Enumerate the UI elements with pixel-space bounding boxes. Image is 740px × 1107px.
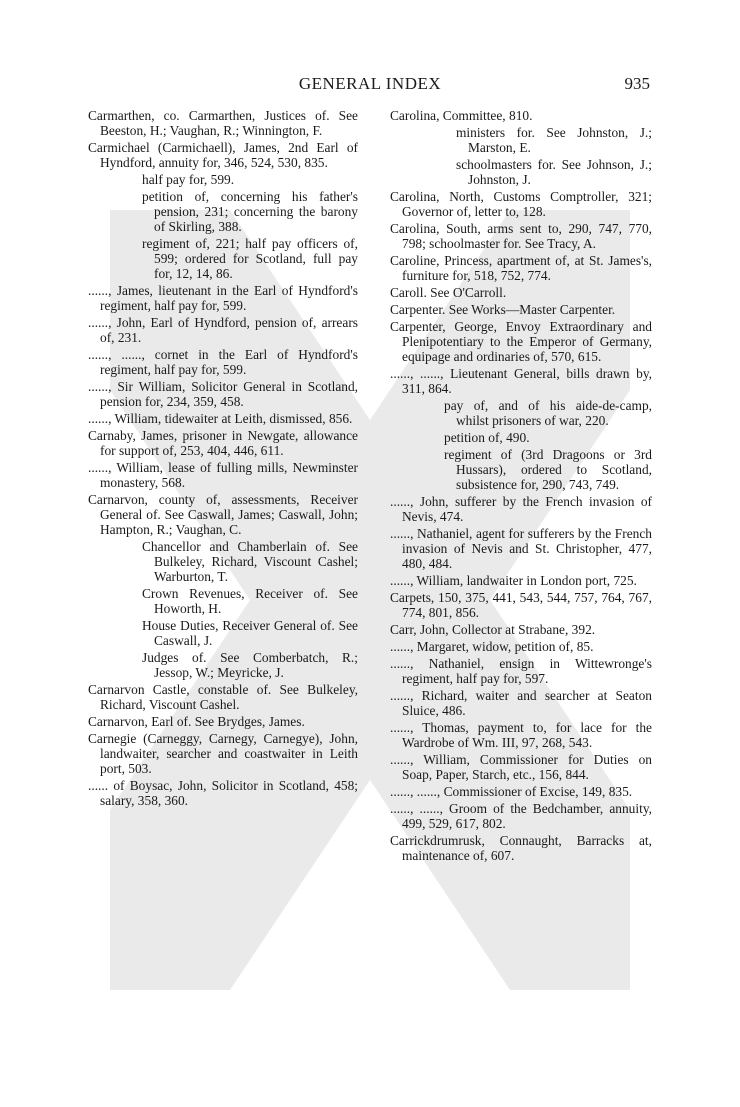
index-subentry: pay of, and of his aide-de-camp, whilst prisoners of war, 220.	[444, 398, 652, 428]
index-entry: ......, William, Commissioner for Duties on Soap, Paper, Starch, etc., 156, 844.	[390, 752, 652, 782]
index-entry: ......, James, lieutenant in the Earl of Hyndford's regiment, half pay for, 599.	[88, 283, 358, 313]
index-entry: Carr, John, Collector at Strabane, 392.	[390, 622, 596, 637]
index-entry: Carolina, North, Customs Comptroller, 321; Governor of, letter to, 128.	[390, 189, 652, 219]
index-entry: ......, ......, Commissioner of Excise, 149, 835.	[390, 784, 633, 799]
index-entry: ......, Sir William, Solicitor General in Scotland, pension for, 234, 359, 458.	[88, 379, 358, 409]
index-entry: Carrickdrumrusk, Connaught, Barracks at, maintenance of, 607.	[390, 833, 652, 863]
index-entry: ......, ......, Lieutenant General, bills drawn by, 311, 864.	[390, 366, 652, 396]
index-subentry: regiment of (3rd Dragoons or 3rd Hussars), ordered to Scotland, subsistence for, 290, 743, 749.	[444, 447, 652, 492]
index-subentry: regiment of, 221; half pay officers of, 599; ordered for Scotland, full pay for, 12, 14, 86.	[142, 236, 358, 281]
index-entry: Carolina, Committee, 810.	[390, 108, 533, 123]
index-subentry: ministers for. See Johnston, J.; Marston, E.	[456, 125, 652, 155]
index-subentry: Judges of. See Comberbatch, R.; Jessop, W.; Meyricke, J.	[142, 650, 358, 680]
index-entry: ......, Thomas, payment to, for lace for the Wardrobe of Wm. III, 97, 268, 543.	[390, 720, 652, 750]
index-column-right	[390, 108, 652, 865]
index-entry: ......, Nathaniel, agent for sufferers by the French invasion of Nevis and St. Christopher, 477, 480, 484.	[390, 526, 652, 571]
index-subentry: Crown Revenues, Receiver of. See Howorth, H.	[142, 586, 358, 616]
index-entry: Carpenter. See Works—Master Carpenter.	[390, 302, 616, 317]
index-entry: Caroline, Princess, apartment of, at St. James's, furniture for, 518, 752, 774.	[390, 253, 652, 283]
index-entry: Carnarvon, county of, assessments, Receiver General of. See Caswall, James; Caswall, John; Hampton, R.; Vaughan, C.	[88, 492, 358, 537]
page-title: GENERAL INDEX	[298, 74, 442, 93]
index-entry: Carmarthen, co. Carmarthen, Justices of. See Beeston, H.; Vaughan, R.; Winnington, F.	[88, 108, 358, 138]
index-entry: ...... of Boysac, John, Solicitor in Scotland, 458; salary, 358, 360.	[88, 778, 358, 808]
index-subentry: House Duties, Receiver General of. See Caswall, J.	[142, 618, 358, 648]
index-entry: Carnaby, James, prisoner in Newgate, allowance for support of, 253, 404, 446, 611.	[88, 428, 358, 458]
index-entry: ......, ......, Groom of the Bedchamber, annuity, 499, 529, 617, 802.	[390, 801, 652, 831]
index-entry: Carpenter, George, Envoy Extraordinary and Plenipotentiary to the Emperor of Germany, equipage and ordinaries of, 570, 615.	[390, 319, 652, 364]
page-number: 935	[624, 74, 650, 93]
index-entry: Caroll. See O'Carroll.	[390, 285, 507, 300]
index-subentry: petition of, 490.	[444, 430, 530, 445]
index-subentry: petition of, concerning his father's pension, 231; concerning the barony of Skirling, 388.	[142, 189, 358, 234]
index-subentry: half pay for, 599.	[142, 172, 235, 187]
index-entry: Carnarvon, Earl of. See Brydges, James.	[88, 714, 305, 729]
index-entry: ......, William, lease of fulling mills, Newminster monastery, 568.	[88, 460, 358, 490]
index-entry: Carnegie (Carneggy, Carnegy, Carnegye), John, landwaiter, searcher and coastwaiter in Leith port, 503.	[88, 731, 358, 776]
index-entry: ......, John, Earl of Hyndford, pension of, arrears of, 231.	[88, 315, 358, 345]
index-column-left	[88, 108, 358, 810]
index-entry: ......, Nathaniel, ensign in Wittewronge's regiment, half pay for, 597.	[390, 656, 652, 686]
index-entry: ......, John, sufferer by the French invasion of Nevis, 474.	[390, 494, 652, 524]
index-entry: ......, William, tidewaiter at Leith, dismissed, 856.	[88, 411, 353, 426]
index-entry: ......, William, landwaiter in London port, 725.	[390, 573, 637, 588]
index-subentry: schoolmasters for. See Johnson, J.; Johnston, J.	[456, 157, 652, 187]
index-entry: Carolina, South, arms sent to, 290, 747, 770, 798; schoolmaster for. See Tracy, A.	[390, 221, 652, 251]
index-entry: Carpets, 150, 375, 441, 543, 544, 757, 764, 767, 774, 801, 856.	[390, 590, 652, 620]
index-entry: ......, Margaret, widow, petition of, 85.	[390, 639, 594, 654]
index-subentry: Chancellor and Chamberlain of. See Bulkeley, Richard, Viscount Cashel; Warburton, T.	[142, 539, 358, 584]
page-header	[0, 74, 740, 98]
index-entry: ......, Richard, waiter and searcher at Seaton Sluice, 486.	[390, 688, 652, 718]
index-entry: ......, ......, cornet in the Earl of Hyndford's regiment, half pay for, 599.	[88, 347, 358, 377]
index-entry: Carnarvon Castle, constable of. See Bulkeley, Richard, Viscount Cashel.	[88, 682, 358, 712]
index-entry: Carmichael (Carmichaell), James, 2nd Earl of Hyndford, annuity for, 346, 524, 530, 835.	[88, 140, 358, 170]
